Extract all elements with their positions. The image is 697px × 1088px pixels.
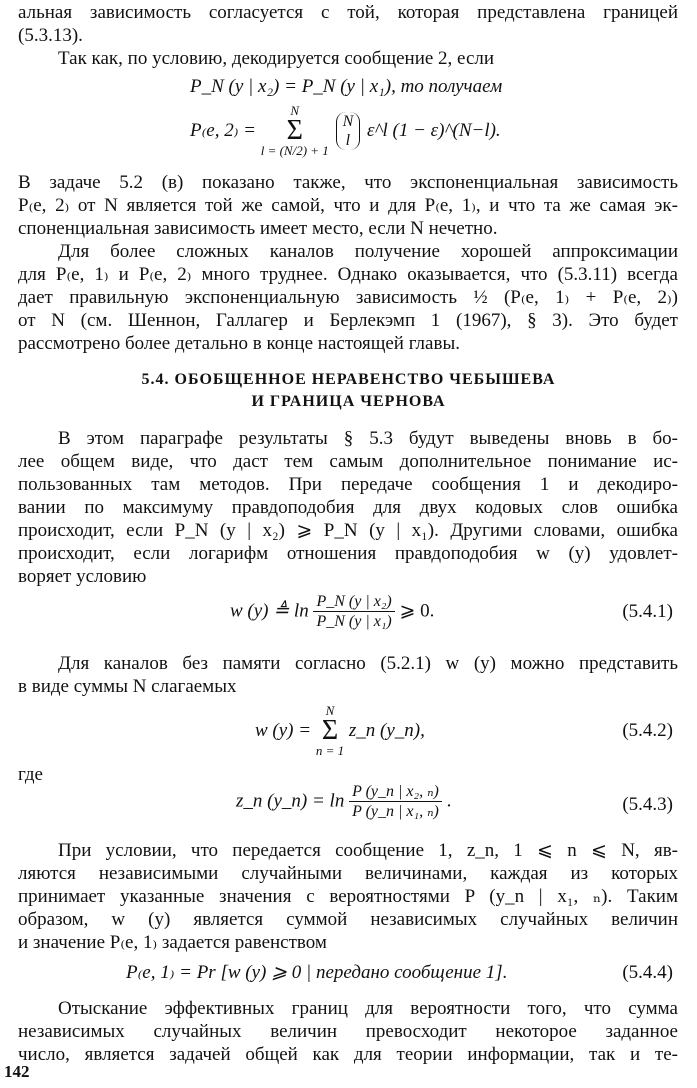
eq-rhs: .	[446, 790, 452, 812]
binomial-coefficient	[336, 112, 361, 150]
text-line: принимает указанные значения с вероятностями P (y_n | x₁, ₙ). Таким	[18, 886, 678, 907]
text-line: Для каналов без памяти согласно (5.2.1) w (y) можно представить	[58, 653, 678, 674]
sum-lower-limit: n = 1	[315, 743, 345, 758]
eq-rhs: ⩾ 0.	[399, 600, 435, 622]
fraction	[349, 782, 442, 821]
text-line: дает правильную экспоненциальную зависимость ½ (P₍e, 1₎ + P₍e, 2₎)	[18, 287, 678, 308]
text-line: число, является задачей общей как для теории информации, так и те-	[18, 1044, 678, 1065]
numerator: P (y_n | x₂, ₙ)	[349, 782, 442, 802]
text-line: независимых случайных величин превосходит некоторое заданное	[18, 1021, 678, 1042]
eq-lhs: w (y) ≜ ln	[230, 600, 309, 622]
text-line: происходит, если логарифм отношения правдоподобия w (y) удовлет-	[18, 543, 678, 564]
numerator: P_N (y | x₂)	[313, 592, 394, 612]
text-line: P₍e, 2₎ от N является той же самой, что и для P₍e, 1₎, и что та же самая эк-	[18, 195, 678, 216]
summation-sign: N Σ n = 1	[315, 703, 345, 758]
equation-5-4-4: P₍e, 1₎ = Pr [w (y) ⩾ 0 | передано сообщение 1].	[126, 962, 508, 983]
text-line: рассмотрено более детально в конце настоящей главы.	[18, 333, 460, 354]
text-line: Отыскание эффективных границ для вероятности того, что сумма	[58, 998, 678, 1019]
denominator: P (y_n | x₁, ₙ)	[352, 803, 439, 820]
text-line: и значение P₍e, 1₎ задается равенством	[18, 932, 327, 953]
text-line: (5.3.13).	[18, 25, 83, 46]
sum-upper-limit: N	[290, 103, 300, 118]
binom-top: N	[342, 113, 354, 130]
equation-5-4-1	[230, 592, 434, 631]
equation-5-4-2	[255, 704, 425, 758]
text-line: вании по максимуму правдоподобия для двух кодовых слов ошибка	[18, 497, 678, 518]
equation-pe2	[190, 104, 501, 160]
text-line: В этом параграфе результаты § 5.3 будут выведены вновь в бо-	[58, 428, 678, 449]
equation-number: (5.4.1)	[622, 601, 673, 622]
equation-number: (5.4.3)	[622, 794, 673, 815]
text-line: В задаче 5.2 (в) показано также, что экспоненциальная зависимость	[18, 172, 678, 193]
text-line: в виде суммы N слагаемых	[18, 676, 237, 697]
text-line: пользованных там методов. При передаче сообщения 1 и декодиро-	[18, 474, 678, 495]
summation-sign: N Σ l = (N/2) + 1	[260, 103, 329, 158]
text-line: споненциальная зависимость имеет место, если N нечетно.	[18, 218, 498, 239]
text-line: воряет условию	[18, 566, 147, 587]
fraction	[313, 592, 394, 631]
section-heading: И ГРАНИЦА ЧЕРНОВА	[251, 393, 446, 410]
text-line: лее общем виде, что даст тем самым дополнительное понимание ис-	[18, 451, 678, 472]
text-line: Для более сложных каналов получение хорошей аппроксимации	[58, 241, 678, 262]
eq-rhs: ε^l (1 − ε)^(N−l).	[366, 120, 501, 141]
text-line: для P₍e, 1₎ и P₍e, 2₎ много труднее. Однако оказывается, что (5.3.11) всегда	[18, 264, 678, 285]
equation-number: (5.4.4)	[622, 962, 673, 983]
equation-pn: P_N (y | x₂) = P_N (y | x₁), то получаем	[190, 76, 503, 97]
sum-upper-limit: N	[325, 703, 335, 718]
binom-bottom: l	[345, 132, 351, 149]
text-line: от N (см. Шеннон, Галлагер и Берлекэмп 1 (1967), § 3). Это будет	[18, 310, 678, 331]
page-number: 142	[4, 1062, 30, 1081]
text-line: Так как, по условию, декодируется сообщение 2, если	[58, 48, 495, 69]
text-line: ляются независимыми случайными величинами, каждая из которых	[18, 863, 678, 884]
eq-lhs: w (y) =	[255, 720, 312, 741]
sum-lower-limit: l = (N/2) + 1	[260, 143, 329, 158]
section-heading: 5.4. ОБОБЩЕННОЕ НЕРАВЕНСТВО ЧЕБЫШЕВА	[141, 371, 556, 388]
text-line: альная зависимость согласуется с той, которая представлена границей	[18, 2, 678, 23]
eq-lhs: P₍e, 2₎ =	[190, 120, 256, 141]
text-line: При условии, что передается сообщение 1, z_n, 1 ⩽ n ⩽ N, яв-	[58, 840, 678, 861]
equation-number: (5.4.2)	[622, 720, 673, 741]
text-line: происходит, если P_N (y | x₂) ⩾ P_N (y | x₁). Другими словами, ошибка	[18, 520, 678, 541]
eq-lhs: z_n (y_n) = ln	[236, 790, 345, 812]
text-line: где	[18, 764, 43, 785]
eq-rhs: z_n (y_n),	[348, 720, 425, 741]
denominator: P_N (y | x₁)	[316, 613, 392, 630]
text-line: образом, w (y) является суммой независимых случайных величин	[18, 909, 678, 930]
equation-5-4-3	[236, 782, 451, 821]
